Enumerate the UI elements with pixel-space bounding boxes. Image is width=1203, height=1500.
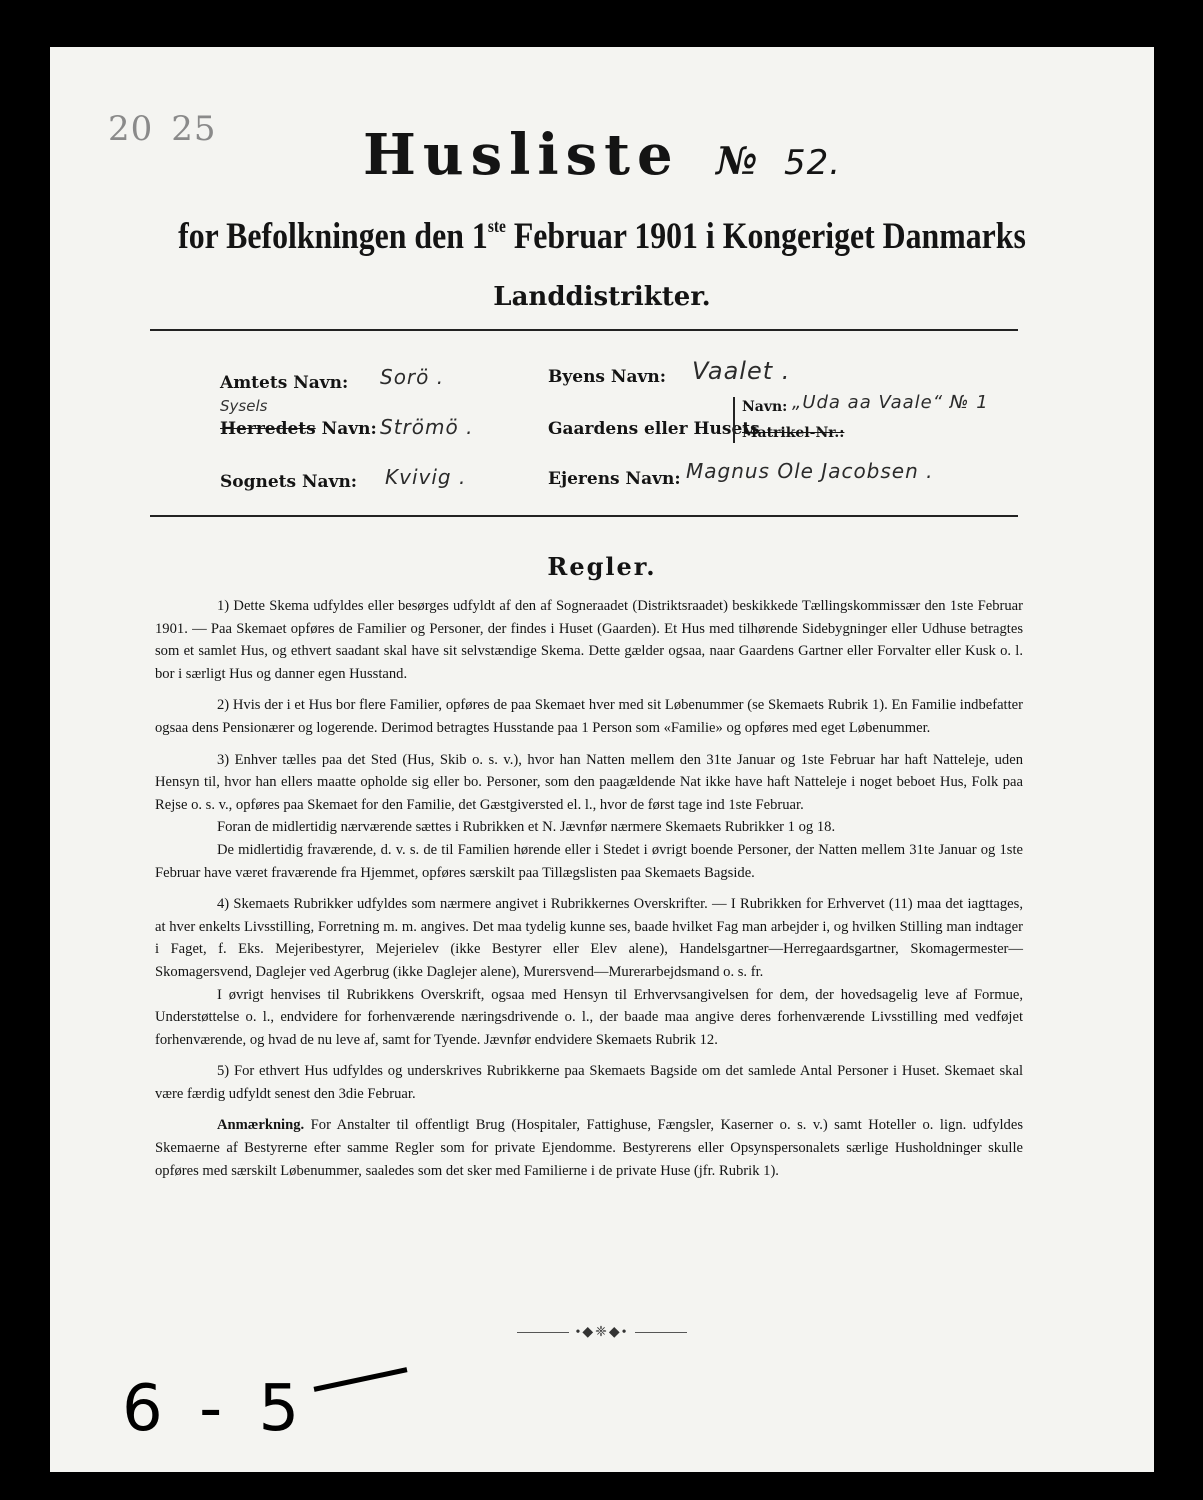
rule-3: 3) Enhver tælles paa det Sted (Hus, Skib o. s. v.), hvor han Natten mellem den 31te Januar og 1ste Februar har haft Natteleje, uden Hensyn til, hvor han ellers maatte opholde sig eller bo. Personer, som den paagældende Nat ikke have haft Natteleje i noget beboet Hus, Folk paa Rejse o. s. v., opføres paa Skemaet for den Familie, det Gæstgiversted el. l., hvor de først tage ind 1ste Februar.: [155, 751, 1023, 813]
herred-label-rest: Navn:: [315, 419, 377, 439]
rule-3-note-a: Foran de midlertidig nærværende sættes i Rubrikken et N. Jævnfør nærmere Skemaets Rubrikker 1 og 18.: [217, 819, 836, 836]
ornament-glyphs: •◆❈◆•: [575, 1325, 629, 1340]
annotation-label: Anmærkning.: [217, 1117, 305, 1134]
form-subtitle: [127, 215, 1076, 258]
field-bracket: [733, 397, 738, 443]
rule-4-note: I øvrigt henvises til Rubrikkens Overskrift, ogsaa med Hensyn til Erhvervsangivelsen for dem, der hovedsagelig leve af Formue, Understøttelse o. l., endvidere for forhenværende næringsdrivende o. l., der baade maa angive deres forhenværende Livsstilling med vedføjet forhenværende, og hvad de nu leve af, samt for Tyende. Jævnfør endvidere Skemaets Rubrik 12.: [155, 986, 1023, 1048]
annotation: [155, 1114, 1023, 1182]
sogn-label: Sognets Navn:: [220, 472, 358, 492]
herred-label: [220, 419, 377, 439]
list-number: 52.: [783, 143, 842, 183]
navn-value: „Uda aa Vaale“ № 1: [792, 392, 989, 413]
rule-2: 2) Hvis der i et Hus bor flere Familier, opføres de paa Skemaet hver med sit Løbenummer (se Skemaets Rubrik 1). En Familie indbefatter ogsaa dens Pensionærer og logerende. Derimod betragtes Husstande paa 1 Person som «Familie» og opføres med eget Løbenummer.: [155, 697, 1023, 736]
amt-label: Amtets Navn:: [220, 373, 349, 393]
subtitle-part-2: Februar 1901 i Kongeriget Danmarks: [505, 216, 1026, 257]
ejer-value: Magnus Ole Jacobsen .: [686, 459, 934, 483]
bottom-note-text: 6 - 5: [122, 1372, 308, 1446]
divider-top: [150, 329, 1018, 331]
ejer-label: Ejerens Navn:: [548, 469, 681, 489]
sogn-value: Kvivig .: [385, 465, 467, 489]
census-form-sheet: [50, 47, 1154, 1472]
rule-5: 5) For ethvert Hus udfyldes og underskrives Rubrikkerne paa Skemaets Bagside om det samlede Antal Personer i Huset. Skemaet skal være færdig udfyldt senest den 3die Februar.: [155, 1063, 1023, 1102]
handwritten-bottom-note: [122, 1372, 408, 1446]
navn-label: Navn:: [742, 399, 788, 415]
corner-number-left: 20: [108, 109, 154, 149]
ornament-line-left: [517, 1332, 569, 1333]
number-label: №: [716, 138, 758, 183]
bottom-note-dash: [314, 1367, 408, 1392]
herred-value: Strömö .: [380, 415, 474, 439]
herred-label-struck: Herredets: [220, 419, 316, 439]
subtitle-superscript: ste: [487, 216, 506, 236]
gaard-label: Gaardens eller Husets: [548, 419, 760, 439]
form-title: [50, 122, 1154, 188]
rule-4: 4) Skemaets Rubrikker udfyldes som nærmere angivet i Rubrikkernes Overskrifter. — I Rubrikken for Erhvervet (11) maa det iagttages, at hver enkelts Livsstilling, Forretning m. m. angives. Det maa tydelig kunne ses, baade hvilket Fag man arbejder i, og hvilken Stilling man indtager i Faget, f. Eks. Mejeribestyrer, Mejerielev (ikke Bestyrer eller Elev alene), Handelsgartner—Herregaardsgartner, Skomagermester—Skomagersvend, Daglejer ved Agerbrug (ikke Daglejer alene), Murersvend—Murerarbejdsmand o. s. fr.: [155, 896, 1023, 980]
corner-number-right: 25: [171, 109, 217, 149]
by-label: Byens Navn:: [548, 367, 666, 387]
annotation-text: For Anstalter til offentligt Brug (Hospitaler, Fattighuse, Fængsler, Kaserner o. s. v.) samt Hoteller o. lign. udfyldes Skemaerne af Bestyrerne efter samme Regler som for private Ejendomme. Bestyrerens eller Opsynspersonalets særlige Husholdninger skulle opføres med særskilt Løbenummer, saaledes som det sker med Familierne i de private Huse (jfr. Rubrik 1).: [155, 1117, 1023, 1179]
herred-overwrite: Sysels: [220, 397, 268, 415]
by-value: Vaalet .: [692, 357, 791, 385]
rule-1: 1) Dette Skema udfyldes eller besørges udfyldt af den af Sogneraadet (Distriktsraadet) beskikkede Tællingskommissær den 1ste Februar 1901. — Paa Skemaet opføres de Familier og Personer, der findes i Huset (Gaarden). Et Hus med tilhørende Sidebygninger eller Udhuse betragtes som et samlet Hus, og ethvert saadant skal have sit selvstændige Skema. Dette gælder ogsaa, naar Gaardens Gartner eller Forvalter eller Kusk o. l. bor i særligt Hus og danner egen Husstand.: [155, 598, 1023, 682]
ornament-divider: [50, 1324, 1154, 1341]
ornament-line-right: [635, 1332, 687, 1333]
rule-3-note-b: De midlertidig fraværende, d. v. s. de til Familien hørende eller i Stedet i øvrigt boende Personer, der Natten mellem 31te Januar og 1ste Februar have været fraværende fra Hjemmet, opføres særskilt paa Tillægslisten paa Skemaets Bagside.: [155, 841, 1023, 881]
title-text: Husliste: [362, 122, 680, 188]
rules-text: [155, 595, 1023, 1191]
form-subtitle-district: Landdistrikter.: [493, 282, 711, 312]
amt-value: Sorö .: [380, 365, 445, 389]
divider-bottom: [150, 515, 1018, 517]
matrikel-label: Matrikel-Nr.:: [742, 425, 845, 441]
rules-heading: Regler.: [547, 552, 657, 581]
subtitle-part-1: for Befolkningen den 1: [178, 216, 488, 257]
